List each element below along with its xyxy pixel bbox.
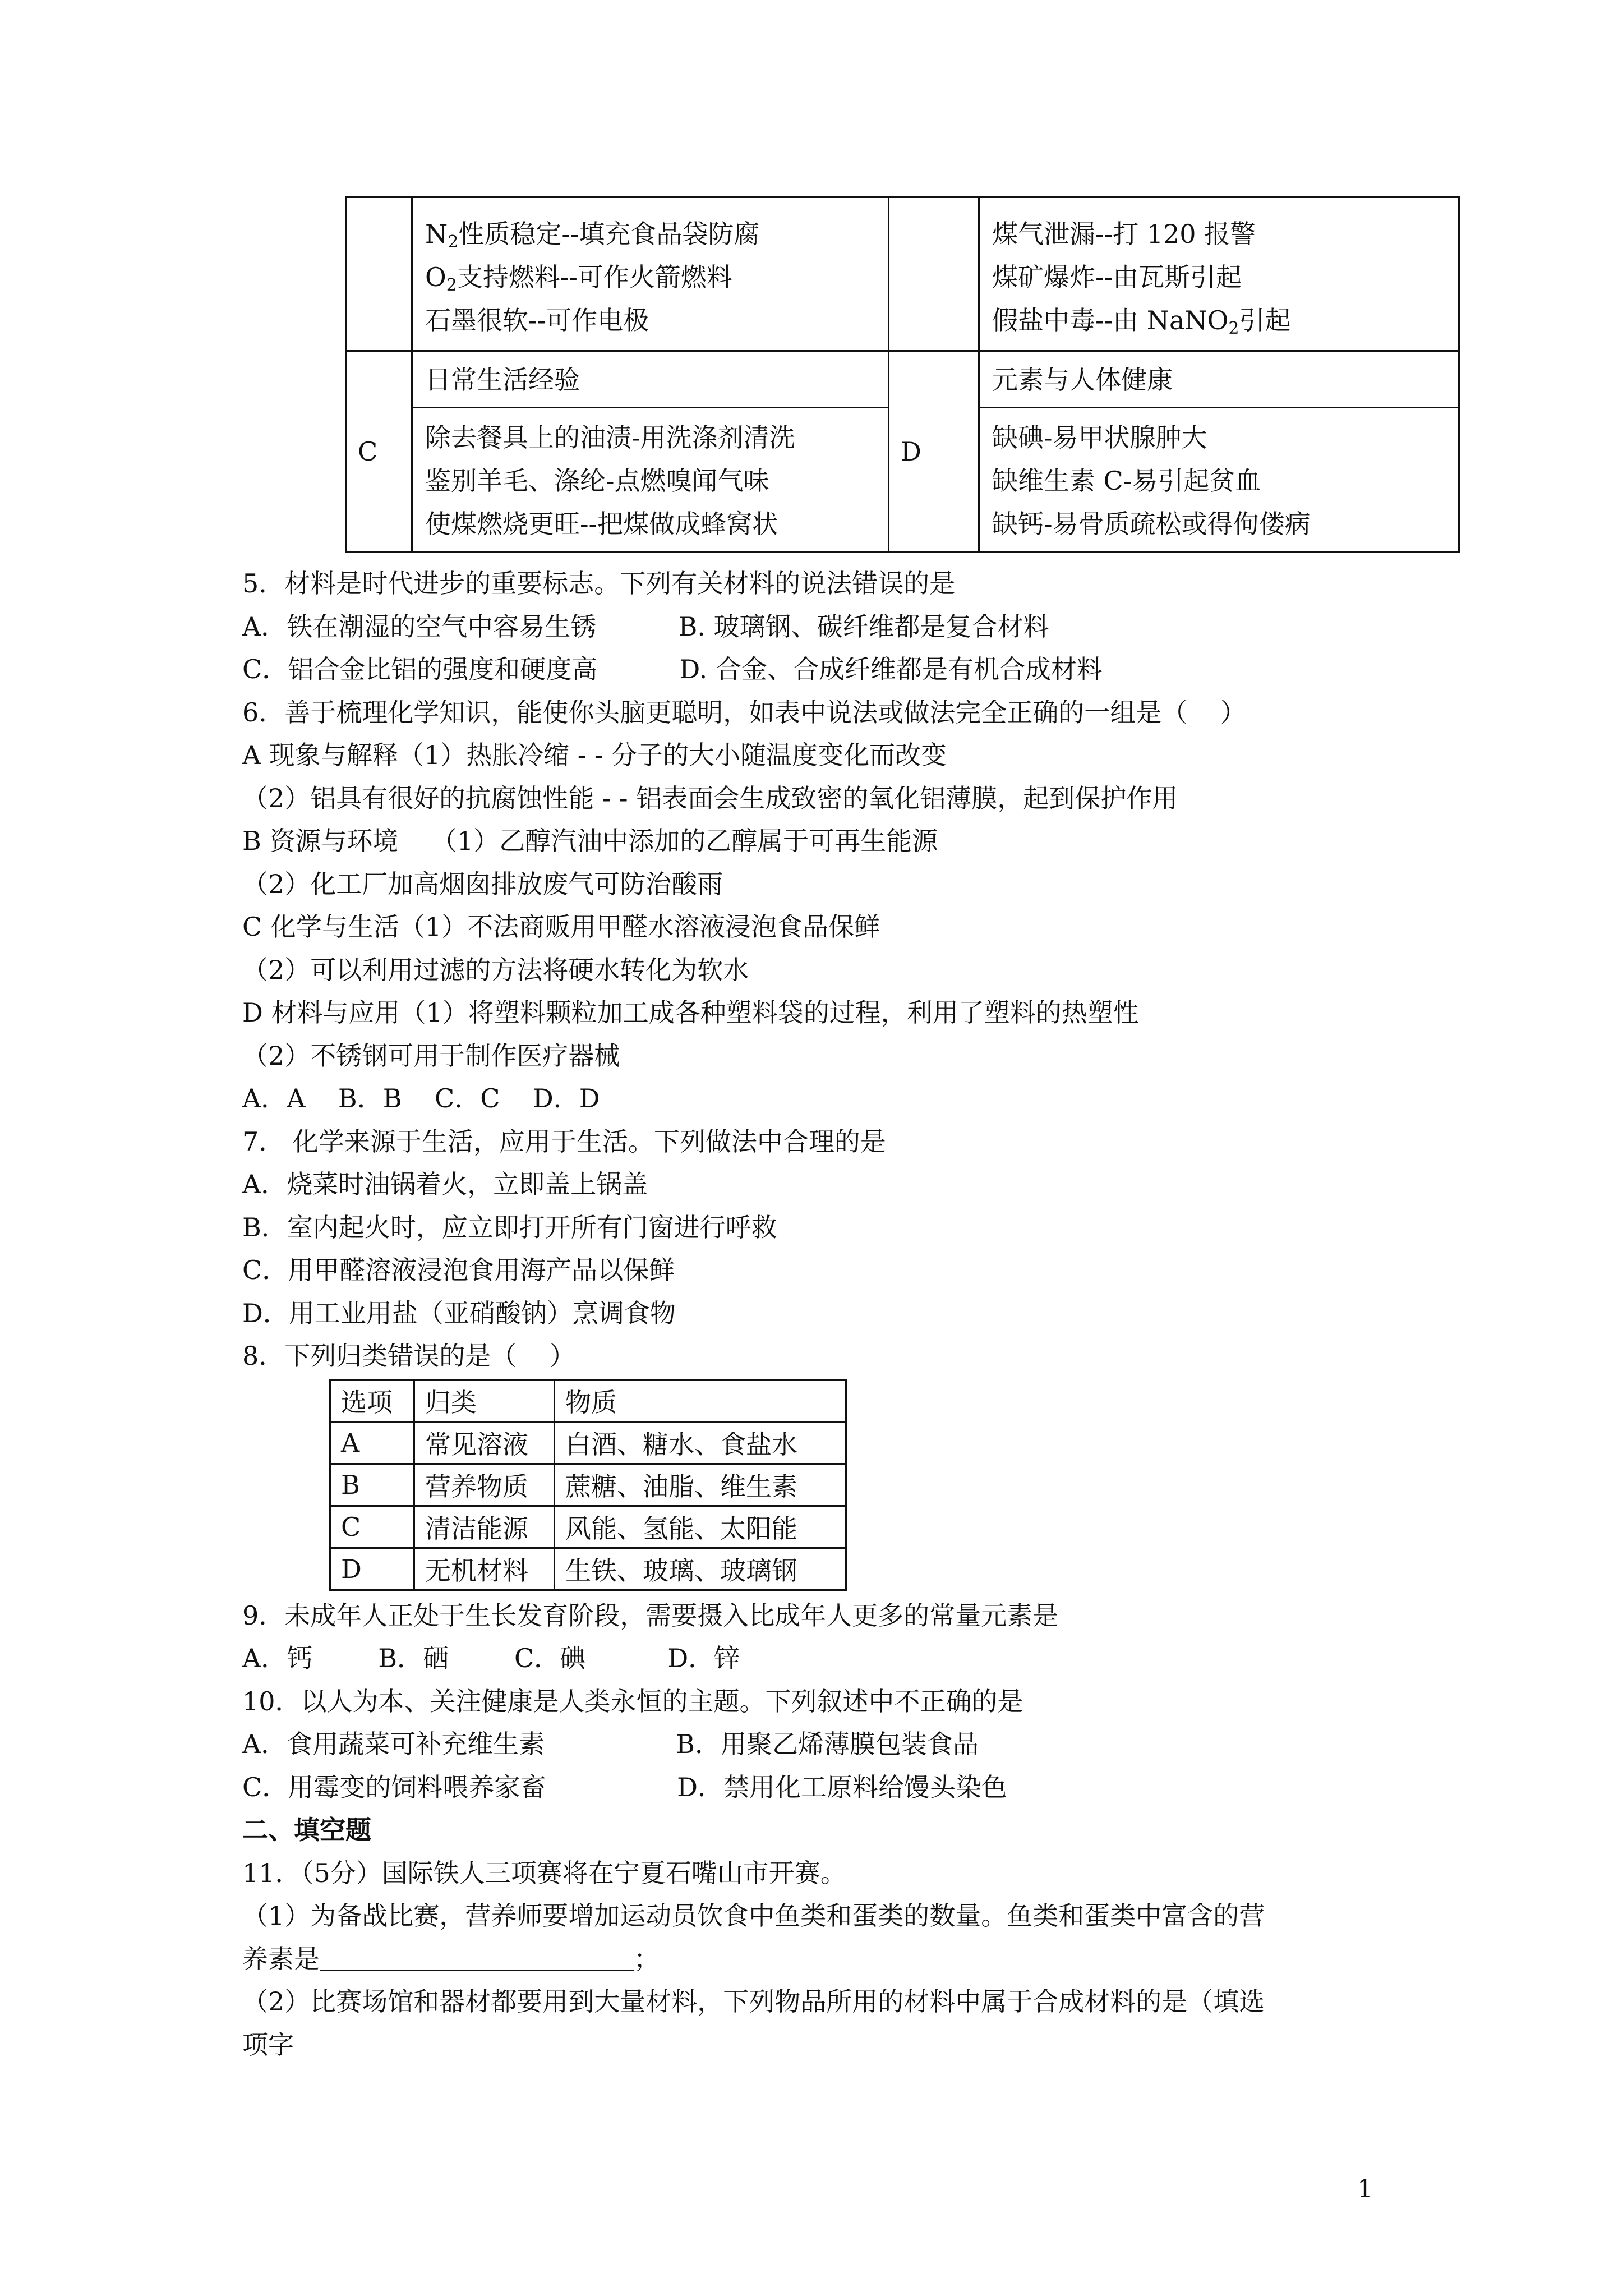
table-row [330,1464,846,1506]
table-line: 石墨很软--可作电极 [425,305,649,335]
page-number: 1 [1357,2175,1373,2203]
question-text: 8．下列归类错误的是（ ） [242,1341,575,1371]
question-text: （2）铝具有很好的抗腐蚀性能 - - 铝表面会生成致密的氧化铝薄膜，起到保护作用 [242,783,1178,813]
question-text: B 资源与环境 （1）乙醇汽油中添加的乙醇属于可再生能源 [242,826,938,856]
table-row [330,1421,846,1464]
table-line: 缺碘-易甲状腺肿大 [992,422,1207,453]
question-text: 10．以人为本、关注健康是人类永恒的主题。下列叙述中不正确的是 [242,1686,1023,1717]
table-cell: 风能、氢能、太阳能 [555,1506,846,1548]
table-line: $N_2$性质稳定--填充食品袋防腐 [425,219,760,252]
question-text: 6．善于梳理化学知识，能使你头脑更聪明，如表中说法或做法完全正确的一组是（ ） [242,697,1246,728]
table-line: 煤矿爆炸--由瓦斯引起 [992,262,1242,292]
question-text: 7． 化学来源于生活，应用于生活。下列做法中合理的是 [242,1126,886,1157]
table-cell: 常见溶液 [414,1421,555,1464]
question-text: 5．材料是时代进步的重要标志。下列有关材料的说法错误的是 [242,568,956,599]
table-cell [979,197,1459,351]
table-header: 物质 [555,1379,846,1421]
table-cell: B [330,1464,414,1506]
table-cell: 营养物质 [414,1464,555,1506]
table-subheading: 元素与人体健康 [980,352,1458,408]
section-heading: 二、填空题 [242,1815,371,1845]
table-header: 归类 [414,1379,555,1421]
table-line: $O_2$支持燃料--可作火箭燃料 [425,262,732,295]
question-text: 9．未成年人正处于生长发育阶段，需要摄入比成年人更多的常量元素是 [242,1600,1059,1631]
answer-options: A．食用蔬菜可补充维生素 B．用聚乙烯薄膜包装食品 [242,1729,979,1759]
question-text [242,1938,1420,1981]
table-row [346,197,1459,351]
answer-options: C．用霉变的饲料喂养家畜 D．禁用化工原料给馒头染色 [242,1772,1008,1802]
answer-options: D．用工业用盐（亚硝酸钠）烹调食物 [242,1297,676,1328]
answer-options: C．铝合金比铝的强度和硬度高 D. 合金、合成纤维都是有机合成材料 [242,654,1103,684]
answer-options: A．烧菜时油锅着火，立即盖上锅盖 [242,1169,648,1199]
table-line: 煤气泄漏--打 120 报警 [992,219,1256,249]
answer-options: A．铁在潮湿的空气中容易生锈 B. 玻璃钢、碳纤维都是复合材料 [242,611,1049,642]
table-cell [412,351,889,553]
table-cell-empty [346,197,412,351]
knowledge-comparison-table [345,196,1460,553]
table-line: 缺维生素 C-易引起贫血 [992,466,1261,496]
classification-table [329,1379,847,1591]
table-cell: 白酒、糖水、食盐水 [555,1421,846,1464]
question-text: （2）比赛场馆和器材都要用到大量材料，下列物品所用的材料中属于合成材料的是（填选 [242,1986,1265,2017]
table-row [330,1506,846,1548]
table-cell: C [330,1506,414,1548]
question-text: （2）可以利用过滤的方法将硬水转化为软水 [242,954,749,985]
table-line: 假盐中毒--由 NaNO$_2$引起 [992,305,1291,338]
table-cell: 蔗糖、油脂、维生素 [555,1464,846,1506]
question-text: （1）为备战比赛，营养师要增加运动员饮食中鱼类和蛋类的数量。鱼类和蛋类中富含的营 [242,1901,1265,1931]
table-cell: 生铁、玻璃、玻璃钢 [555,1548,846,1590]
table-cell: 清洁能源 [414,1506,555,1548]
table-row [346,351,1459,553]
table-cell [412,197,889,351]
answer-options: A．A B．B C．C D．D [242,1083,600,1114]
table-cell [979,351,1459,553]
answer-options: C．用甲醛溶液浸泡食用海产品以保鲜 [242,1255,675,1285]
table-header: 选项 [330,1379,414,1421]
table-line: 缺钙-易骨质疏松或得佝偻病 [992,509,1311,539]
answer-options: B．室内起火时，应立即打开所有门窗进行呼救 [242,1212,777,1243]
table-cell: A [330,1421,414,1464]
answer-options: A．钙 B．硒 C．碘 D．锌 [242,1643,740,1673]
table-row [330,1548,846,1590]
table-cell: 无机材料 [414,1548,555,1590]
question-text: 项字 [242,2029,294,2060]
question-text-fragment: 养素是 [242,1943,320,1974]
table-line: 使煤燃烧更旺--把煤做成蜂窝状 [425,509,778,539]
question-text: A 现象与解释（1）热胀冷缩 - - 分子的大小随温度变化而改变 [242,740,947,770]
option-letter: C [346,351,412,553]
question-text: D 材料与应用（1）将塑料颗粒加工成各种塑料袋的过程，利用了塑料的热塑性 [242,997,1139,1028]
table-line: 鉴别羊毛、涤纶-点燃嗅闻气味 [425,466,769,496]
table-cell-empty [889,197,979,351]
question-text: 11．（5分）国际铁人三项赛将在宁夏石嘴山市开赛。 [242,1857,846,1888]
question-text-fragment: ； [634,1943,660,1974]
question-text: （2）不锈钢可用于制作医疗器械 [242,1040,620,1071]
table-line: 除去餐具上的油渍-用洗涤剂清洗 [425,422,795,453]
table-header-row [330,1379,846,1421]
option-letter: D [889,351,979,553]
table-cell: D [330,1548,414,1590]
question-text: （2）化工厂加高烟囱排放废气可防治酸雨 [242,868,723,899]
question-text: C 化学与生活（1）不法商贩用甲醛水溶液浸泡食品保鲜 [242,912,880,942]
question-body [242,562,1420,2066]
table-subheading: 日常生活经验 [413,352,888,408]
answer-blank[interactable] [320,1943,634,1971]
